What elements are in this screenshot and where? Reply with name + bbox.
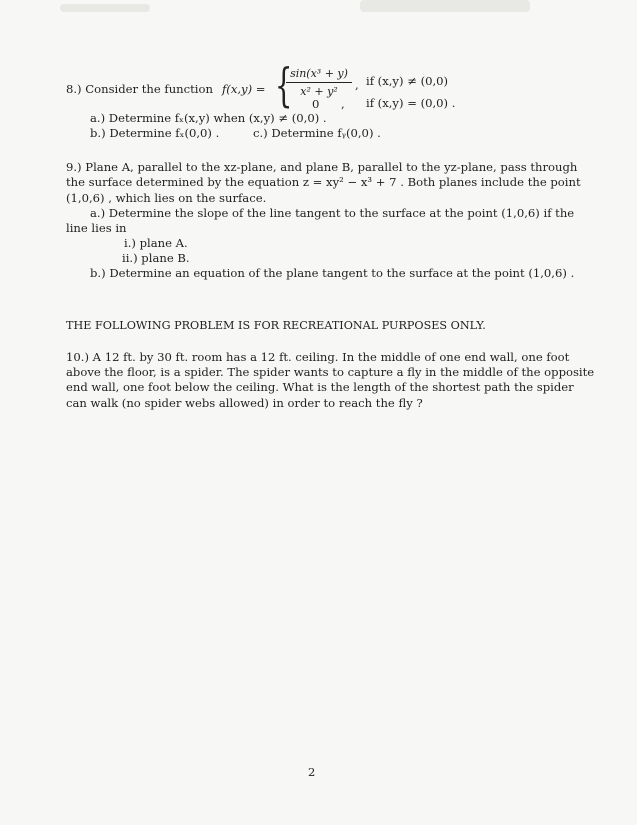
problem-8-intro: 8.) Consider the function <box>66 82 213 96</box>
problem-10-line-4: can walk (no spider webs allowed) in order to reach the fly ? <box>66 396 423 410</box>
scan-smudge <box>60 4 150 12</box>
case-1-comma: , <box>355 78 359 92</box>
fraction-bar <box>286 82 352 83</box>
page-number: 2 <box>308 765 316 779</box>
problem-9-part-a-ii: ii.) plane B. <box>122 251 190 265</box>
case-2-value: 0 <box>312 97 320 111</box>
recreational-heading: THE FOLLOWING PROBLEM IS FOR RECREATIONAL PURPOSES ONLY. <box>66 319 486 332</box>
case-2-comma: , <box>341 97 345 111</box>
problem-10-line-3: end wall, one foot below the ceiling. What is the length of the shortest path the spider <box>66 380 574 394</box>
problem-8-part-b: b.) Determine fₓ(0,0) . <box>90 126 220 140</box>
scan-smudge <box>360 0 530 12</box>
case-2-condition: if (x,y) = (0,0) . <box>366 96 456 110</box>
problem-9-line-2: the surface determined by the equation z = xy² − x³ + 7 . Both planes include the point <box>66 175 581 189</box>
problem-8-function-def: f(x,y) = <box>222 82 266 96</box>
problem-9-part-a-i: i.) plane A. <box>124 236 188 250</box>
problem-9-part-a-line-2: line lies in <box>66 221 127 235</box>
problem-9-part-a-line-1: a.) Determine the slope of the line tangent to the surface at the point (1,0,6) if the <box>90 206 575 220</box>
problem-9-line-1: 9.) Plane A, parallel to the xz-plane, and plane B, parallel to the yz-plane, pass through <box>66 160 578 174</box>
problem-8-part-a: a.) Determine fₓ(x,y) when (x,y) ≠ (0,0) . <box>90 111 327 125</box>
problem-9-part-b: b.) Determine an equation of the plane tangent to the surface at the point (1,0,6) . <box>90 266 575 280</box>
problem-10-line-1: 10.) A 12 ft. by 30 ft. room has a 12 ft. ceiling. In the middle of one end wall, one foot <box>66 350 570 364</box>
fraction-numerator: sin(x³ + y) <box>290 67 348 80</box>
problem-8-part-c: c.) Determine fᵧ(0,0) . <box>253 126 381 140</box>
problem-10-line-2: above the floor, is a spider. The spider wants to capture a fly in the middle of the opposite <box>66 365 595 379</box>
problem-8-fraction <box>286 67 352 98</box>
piecewise-brace: { <box>274 58 293 112</box>
case-1-condition: if (x,y) ≠ (0,0) <box>366 74 449 88</box>
problem-9-line-3: (1,0,6) , which lies on the surface. <box>66 191 267 205</box>
fraction-denominator: x² + y² <box>300 85 338 98</box>
